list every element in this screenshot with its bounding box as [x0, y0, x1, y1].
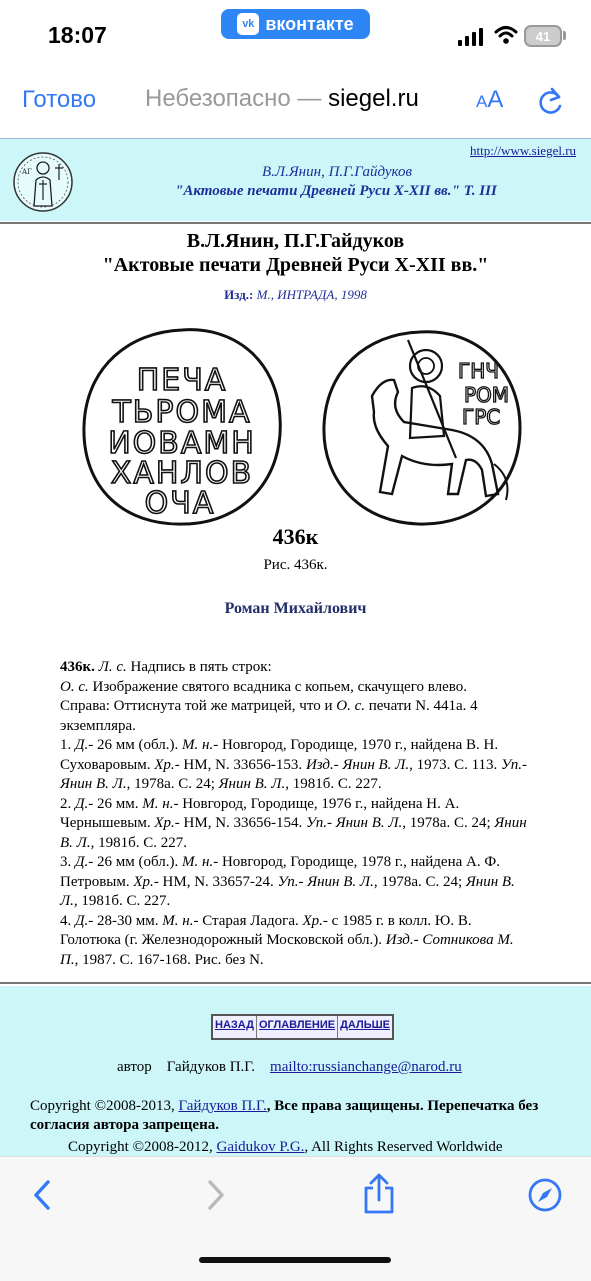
abbreviation: Янин В. Л. — [218, 776, 286, 792]
page-navigation — [211, 1014, 394, 1040]
cellular-signal-icon — [458, 28, 484, 46]
description-text: - 26 мм (обл.). — [88, 737, 183, 753]
seal-description — [60, 658, 530, 970]
description-text: - НМ, N. 33656-153. — [174, 756, 306, 773]
abbreviation: Уп. — [277, 873, 299, 890]
author-label: автор — [117, 1059, 152, 1075]
publication-line — [0, 287, 591, 303]
seal-legend-line: ТЬРОМА — [112, 395, 252, 430]
abbreviation: Янин В. Л. — [60, 815, 527, 851]
description-text: - Старая Ладога. — [193, 912, 303, 929]
site-url-link[interactable]: http://www.siegel.ru — [470, 143, 577, 158]
vk-logo-icon: vk — [237, 13, 259, 35]
description-text: , 1978а. С. 24; — [373, 873, 466, 890]
seal-number: 436к — [272, 524, 319, 549]
seal-legend-line: ХАНЛОВ — [110, 456, 254, 491]
author-name: Гайдуков П.Г. — [166, 1059, 256, 1075]
url-security-label: Небезопасно — — [145, 85, 329, 112]
description-text: - с 1985 г. в колл. Ю. В. Голотюка (г. Железнодорожный Московской обл.). — [60, 912, 472, 948]
divider — [0, 982, 591, 984]
back-icon[interactable] — [30, 1178, 56, 1212]
description-text: - Новгород, Городище, 1970 г., найдена В. Н. Суховаровым. — [60, 737, 499, 773]
home-indicator — [199, 1257, 391, 1263]
text-size-small-label: A — [476, 92, 488, 111]
abbreviation: Уп. — [501, 756, 522, 773]
copyright-english — [68, 1139, 503, 1156]
abbreviation: М. н. — [162, 912, 194, 929]
description-text: - Новгород, Городище, 1978 г., найдена А. Ф. Петровым. — [60, 854, 500, 890]
status-time: 18:07 — [48, 22, 107, 48]
copyright-en-author-link[interactable]: Gaidukov P.G. — [216, 1139, 305, 1155]
abbreviation: Сотникова М. П. — [60, 932, 514, 968]
abbreviation: Янин В. Л. — [60, 776, 127, 792]
copyright-ru-prefix: Copyright ©2008-2013, — [30, 1098, 179, 1114]
copyright-ru-rest: , Все права защищены. Перепечатка без согласия автора запрещена. — [30, 1098, 539, 1133]
description-paragraph — [60, 678, 530, 698]
compass-icon[interactable] — [527, 1177, 563, 1213]
nav-back-link[interactable]: НАЗАД — [213, 1016, 257, 1038]
abbreviation: Янин В. Л. — [342, 756, 410, 773]
nav-next-link[interactable]: ДАЛЬШЕ — [340, 1019, 390, 1031]
book-title: "Актовые печати Древней Руси X-XII вв." — [102, 254, 489, 276]
description-text: - Новгород, Городище, 1976 г., найдена Н. А. Чернышевым. — [60, 795, 460, 831]
publication-value: М., ИНТРАДА, 1998 — [253, 287, 367, 302]
description-text: , 1987. С. 167-168. Рис. без N. — [74, 951, 264, 968]
description-text: 1. — [60, 737, 75, 753]
text-size-large-label: A — [487, 86, 504, 113]
description-text: 3. — [60, 854, 75, 870]
abbreviation: Хр. — [154, 756, 175, 773]
reload-icon[interactable] — [537, 86, 565, 116]
seal-drawing — [72, 318, 532, 532]
header-book-title: "Актовые печати Древней Руси X-XII вв." Т. III — [175, 183, 497, 199]
share-icon[interactable] — [362, 1172, 396, 1216]
description-text: , 1981б. С. 227. — [285, 776, 382, 792]
seal-obverse — [84, 330, 280, 524]
description-text: , 1981б. С. 227. — [90, 834, 187, 851]
abbreviation: Изд. — [305, 756, 334, 773]
copyright-ru-author-link[interactable]: Гайдуков П.Г. — [178, 1098, 267, 1114]
copyright-russian — [30, 1097, 570, 1135]
reverse-letter-row: РОМ — [464, 383, 510, 407]
abbreviation: Уп. — [306, 815, 327, 831]
description-text: - — [326, 815, 336, 831]
description-paragraph — [60, 697, 530, 736]
description-text: , 1978а. С. 24; — [402, 815, 495, 831]
battery-tip — [563, 31, 566, 40]
abbreviation: М. н. — [182, 854, 214, 870]
vk-app-pill[interactable] — [221, 9, 370, 39]
publication-label: Изд.: — [224, 287, 254, 302]
battery-icon — [524, 25, 562, 47]
battery-level: 41 — [535, 28, 551, 44]
description-text: - — [413, 932, 423, 948]
description-paragraph — [60, 658, 530, 678]
abbreviation: Изд. — [385, 932, 414, 948]
abbreviation: М. н. — [182, 737, 214, 753]
abbreviation: Хр. — [154, 815, 175, 831]
description-text: - 26 мм. — [88, 795, 143, 812]
saint-seal-logo-icon — [12, 150, 74, 214]
abbreviation: Д. — [75, 795, 89, 812]
seal-id: 436к. — [60, 659, 95, 675]
wifi-icon — [494, 25, 518, 45]
book-authors: В.Л.Янин, П.Г.Гайдуков — [186, 230, 405, 252]
description-text: 4. — [60, 912, 75, 929]
description-text: - НМ, N. 33657-24. — [153, 873, 278, 890]
abbreviation: О. с. — [336, 698, 365, 714]
description-text: печати N. 441а. 4 экземпляра. — [60, 698, 478, 734]
description-paragraph — [60, 795, 530, 854]
description-text: , 1978а. С. 24; — [126, 776, 219, 792]
seal-legend-line: ИОВАМН — [108, 426, 256, 461]
author-line — [117, 1059, 462, 1076]
divider — [0, 222, 591, 224]
copyright-en-prefix: Copyright ©2008-2012, — [68, 1139, 217, 1155]
seal-legend-line: ПЕЧА — [136, 363, 228, 398]
svg-text:ΑΓ: ΑΓ — [22, 168, 32, 176]
abbreviation: Д. — [75, 737, 89, 753]
description-text: - — [521, 756, 527, 773]
description-text: - 26 мм (обл.). — [88, 854, 183, 870]
description-paragraph — [60, 853, 530, 912]
nav-contents-link[interactable]: ОГЛАВЛЕНИЕ — [257, 1016, 338, 1038]
description-text: - НМ, N. 33656-154. — [174, 815, 307, 831]
description-text: - — [298, 873, 308, 890]
done-button[interactable]: Готово — [22, 86, 97, 113]
abbreviation: Хр. — [302, 912, 323, 929]
seal-reverse — [324, 332, 520, 524]
reverse-letter-row: ГРС — [462, 405, 501, 429]
url-domain: siegel.ru — [328, 85, 419, 112]
description-text: Справа: Оттиснута той же матрицей, что и — [60, 698, 337, 714]
header-authors: В.Л.Янин, П.Г.Гайдуков — [262, 164, 412, 180]
description-text: Надпись в пять строк: — [126, 659, 272, 675]
description-text: 2. — [60, 795, 75, 812]
text-size-button[interactable] — [476, 86, 503, 114]
description-text: - 28-30 мм. — [88, 912, 163, 929]
abbreviation: Д. — [75, 854, 89, 870]
abbreviation: Янин В. Л. — [335, 815, 403, 831]
description-text: , 1973. С. 113. — [409, 756, 502, 773]
abbreviation: Янин В. Л. — [307, 873, 374, 890]
description-text: , 1981б. С. 227. — [73, 893, 171, 909]
seal-legend-line: ОЧА — [144, 486, 216, 521]
seal-owner-name: Роман Михайлович — [224, 600, 367, 617]
forward-icon[interactable] — [202, 1178, 228, 1212]
abbreviation: Янин В. Л. — [60, 873, 515, 909]
description-paragraph — [60, 736, 530, 795]
author-email-link[interactable]: mailto:russianchange@narod.ru — [270, 1059, 462, 1075]
address-bar[interactable] — [145, 85, 419, 113]
abbreviation: О. с. — [60, 678, 89, 695]
abbreviation: Хр. — [133, 873, 154, 890]
abbreviation: Д. — [75, 912, 89, 929]
description-paragraph — [60, 912, 530, 971]
description-text: Изображение святого всадника с копьем, скачущего влево. — [88, 678, 467, 695]
reverse-letter-row: ГНЧ — [458, 359, 499, 383]
vk-pill-label: вконтакте — [265, 13, 354, 34]
abbreviation: Л. с. — [98, 659, 127, 675]
figure-caption: Рис. 436к. — [263, 557, 328, 573]
copyright-en-rest: , All Rights Reserved Worldwide — [304, 1139, 503, 1155]
description-text: - — [333, 756, 343, 773]
abbreviation: М. н. — [142, 795, 174, 812]
